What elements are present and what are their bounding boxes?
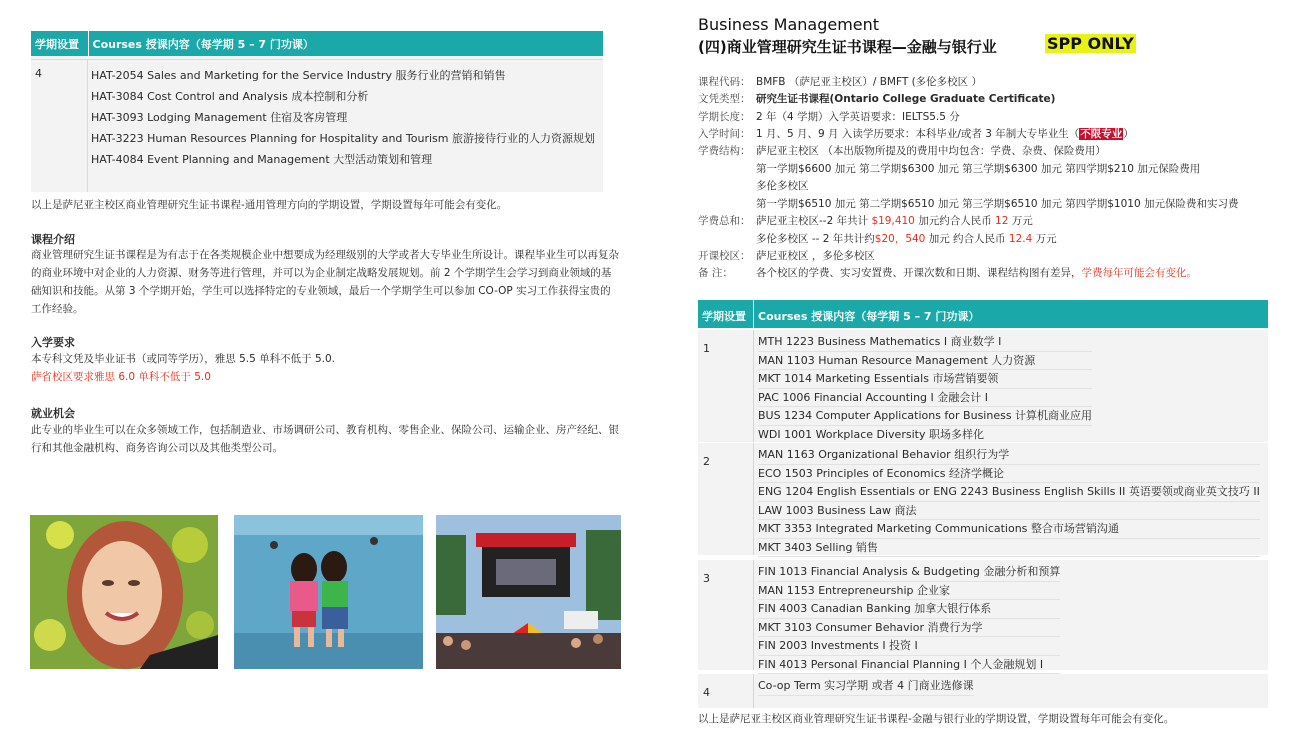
term-group-3 xyxy=(698,560,1268,670)
info-value: 加元 约合人民币 xyxy=(925,233,1009,245)
info-remark xyxy=(698,264,1298,282)
info-value: BMFB （萨尼亚主校区）/ BMFT (多伦多校区 ） xyxy=(756,76,983,88)
info-value: 万元 xyxy=(1032,233,1057,245)
info-value: 万元 xyxy=(1008,215,1033,227)
term-course-list xyxy=(758,333,1092,444)
course-item: MAN 1153 Entrepreneurship 企业家 xyxy=(758,582,1060,601)
info-label: 学费总和： xyxy=(698,215,751,227)
course-item: MAN 1103 Human Resource Management 人力资源 xyxy=(758,352,1092,371)
left-course-list xyxy=(91,65,599,170)
right-course-table-header xyxy=(698,300,1268,328)
info-value: 加元约合人民币 xyxy=(914,215,996,227)
info-campus xyxy=(698,247,1298,265)
course-item: PAC 1006 Financial Accounting I 金融会计 I xyxy=(758,389,1092,408)
course-item: HAT-4084 Event Planning and Management 大型活动策划和管理 xyxy=(91,153,433,166)
term-number: 3 xyxy=(698,560,754,670)
course-item: MTH 1223 Business Mathematics I 商业数学 I xyxy=(758,333,1092,352)
info-fees-sarnia: 第一学期$6600 加元 第二学期$6300 加元 第三学期$6300 加元 第四学期$210 加元保险费用 xyxy=(756,163,1201,175)
student-portrait-photo xyxy=(30,515,218,669)
course-item: HAT-2054 Sales and Marketing for the Service Industry 服务行业的营销和销售 xyxy=(91,69,506,82)
course-item: WDI 1001 Workplace Diversity 职场多样化 xyxy=(758,426,1092,445)
course-item: MKT 1014 Marketing Essentials 市场营销要领 xyxy=(758,370,1092,389)
info-length xyxy=(698,108,1298,126)
right-header-term: 学期设置 xyxy=(698,300,754,328)
course-item: HAT-3223 Human Resources Planning for Hospitality and Tourism 旅游接待行业的人力资源规划 xyxy=(91,132,595,145)
info-value: 萨尼亚校区 ，多伦多校区 xyxy=(756,250,875,262)
spp-only-badge: SPP ONLY xyxy=(1047,34,1134,53)
right-table-note: 以上是萨尼亚主校区商业管理研究生证书课程-金融与银行业的学期设置，学期设置每年可能会有变化。 xyxy=(698,713,1175,725)
heading-chinese: (四)商业管理研究生证书课程—金融与银行业 xyxy=(698,38,997,56)
beach-friends-photo xyxy=(234,515,423,669)
intro-title: 课程介绍 xyxy=(31,233,75,246)
course-item: HAT-3084 Cost Control and Analysis 成本控制和分析 xyxy=(91,90,369,103)
info-fees-toronto-title: 多伦多校区 xyxy=(756,180,809,192)
intro-text: 商业管理研究生证书课程是为有志于在各类规模企业中想要成为经理级别的大学或者大专毕业生所设计。课程毕业生可以再复杂的商业环境中对企业的人力资源、财务等进行管理，并可以为企业制定战略发展规划。前 2 个学期学生会学习到商业领域的基础知识和技能。从第 3 个学期开始，学生可以选择特定的专业领域，最后一个学期学生可以参加 CO-OP 实习工作获得宝贵的工作经验。 xyxy=(31,249,619,315)
term-group-1 xyxy=(698,330,1268,442)
info-fees xyxy=(698,142,1298,160)
info-intake xyxy=(698,125,1298,143)
term-course-list xyxy=(758,677,974,696)
info-label: 学费结构： xyxy=(698,145,751,157)
left-header-courses: Courses 授课内容（每学期 5 – 7 门功课） xyxy=(92,37,314,51)
no-major-restriction-badge: 不限专业 xyxy=(1080,128,1123,140)
requirements-red-note: 萨省校区要求雅思 6.0 单科不低于 5.0 xyxy=(31,371,211,383)
term-number: 4 xyxy=(698,674,754,708)
info-label: 入学时间： xyxy=(698,128,751,140)
course-item: Co-op Term 实习学期 或者 4 门商业选修课 xyxy=(758,677,974,696)
info-total-toronto xyxy=(698,230,1298,248)
course-item: ECO 1503 Principles of Economics 经济学概论 xyxy=(758,465,1260,484)
requirements-title: 入学要求 xyxy=(31,336,75,349)
info-fees-toronto: 第一学期$6510 加元 第二学期$6510 加元 第三学期$6510 加元 第四学期$1010 加元保险费和实习费 xyxy=(756,198,1239,210)
term-course-list xyxy=(758,563,1060,674)
heading-english: Business Management xyxy=(698,15,880,34)
left-table-note: 以上是萨尼亚主校区商业管理研究生证书课程-通用管理方向的学期设置，学期设置每年可能会有变化。 xyxy=(31,199,508,211)
course-item: FIN 4003 Canadian Banking 加拿大银行体系 xyxy=(758,600,1060,619)
course-item: BUS 1234 Computer Applications for Business 计算机商业应用 xyxy=(758,407,1092,426)
career-title: 就业机会 xyxy=(31,407,75,420)
course-item: FIN 1013 Financial Analysis & Budgeting 金融分析和预算 xyxy=(758,563,1060,582)
course-item: MKT 3353 Integrated Marketing Communications 整合市场营销沟通 xyxy=(758,520,1260,539)
info-value: 各个校区的学费、实习安置费、开课次数和日期、课程结构图有差异， xyxy=(756,267,1082,279)
total-amount: $19,410 xyxy=(871,215,915,227)
term-group-2 xyxy=(698,443,1268,555)
course-item: HAT-3093 Lodging Management 住宿及客房管理 xyxy=(91,111,348,124)
course-item: FIN 2003 Investments I 投资 I xyxy=(758,637,1060,656)
info-course-code xyxy=(698,73,1298,91)
info-value: 萨尼亚主校区--2 年共计 xyxy=(756,215,872,227)
total-amount: $20，540 xyxy=(874,233,926,245)
info-label: 备 注： xyxy=(698,267,733,279)
term-course-list xyxy=(758,446,1260,557)
course-item: MKT 3403 Selling 销售 xyxy=(758,539,1260,558)
info-value: 研究生证书课程(Ontario College Graduate Certificate) xyxy=(756,93,1056,105)
info-total xyxy=(698,212,1298,230)
info-value: 2 年（4 学期）入学英语要求：IELTS5.5 分 xyxy=(756,111,960,123)
term-number: 2 xyxy=(698,443,754,555)
info-value: 萨尼亚主校区 （本出版物所提及的费用中均包含：学费、杂费、保险费用） xyxy=(756,145,1106,157)
remark-red: 学费每年可能会有变化。 xyxy=(1081,267,1197,279)
career-text: 此专业的毕业生可以在众多领域工作，包括制造业、市场调研公司、教育机构、零售企业、保险公司、运输企业、房产经纪、银行和其他金融机构、商务咨询公司以及其他类型公司。 xyxy=(31,424,619,454)
course-item: MKT 3103 Consumer Behavior 消费行为学 xyxy=(758,619,1060,638)
left-header-term: 学期设置 xyxy=(31,31,88,56)
requirements-text: 本专科文凭及毕业证书（或同等学历），雅思 5.5 单科不低于 5.0. xyxy=(31,353,335,365)
right-header-courses: Courses 授课内容（每学期 5 – 7 门功课） xyxy=(758,310,980,323)
left-course-table-body xyxy=(31,60,603,192)
info-value: 1 月、5 月、9 月 入读学历要求：本科毕业/或者 3 年制大专毕业生（ xyxy=(756,128,1080,140)
info-credential xyxy=(698,90,1298,108)
festival-crowd-photo xyxy=(436,515,621,669)
total-rmb: 12.4 xyxy=(1008,233,1033,245)
info-value-end: ） xyxy=(1123,128,1134,140)
course-item: LAW 1003 Business Law 商法 xyxy=(758,502,1260,521)
info-label: 开课校区： xyxy=(698,250,751,262)
course-item: ENG 1204 English Essentials or ENG 2243 Business English Skills II 英语要领或商业英文技巧 II xyxy=(758,483,1260,502)
info-label: 文凭类型： xyxy=(698,93,751,105)
info-label: 课程代码： xyxy=(698,76,751,88)
term-number: 1 xyxy=(698,330,754,442)
course-item: MAN 1163 Organizational Behavior 组织行为学 xyxy=(758,446,1260,465)
term-group-4 xyxy=(698,674,1268,708)
left-course-table-header xyxy=(31,31,603,56)
course-item: FIN 4013 Personal Financial Planning I 个人金融规划 I xyxy=(758,656,1060,675)
total-rmb: 12 xyxy=(995,215,1009,227)
info-label: 学期长度： xyxy=(698,111,751,123)
left-term-cell: 4 xyxy=(31,60,88,192)
info-value: 多伦多校区 -- 2 年共计约 xyxy=(756,233,875,245)
